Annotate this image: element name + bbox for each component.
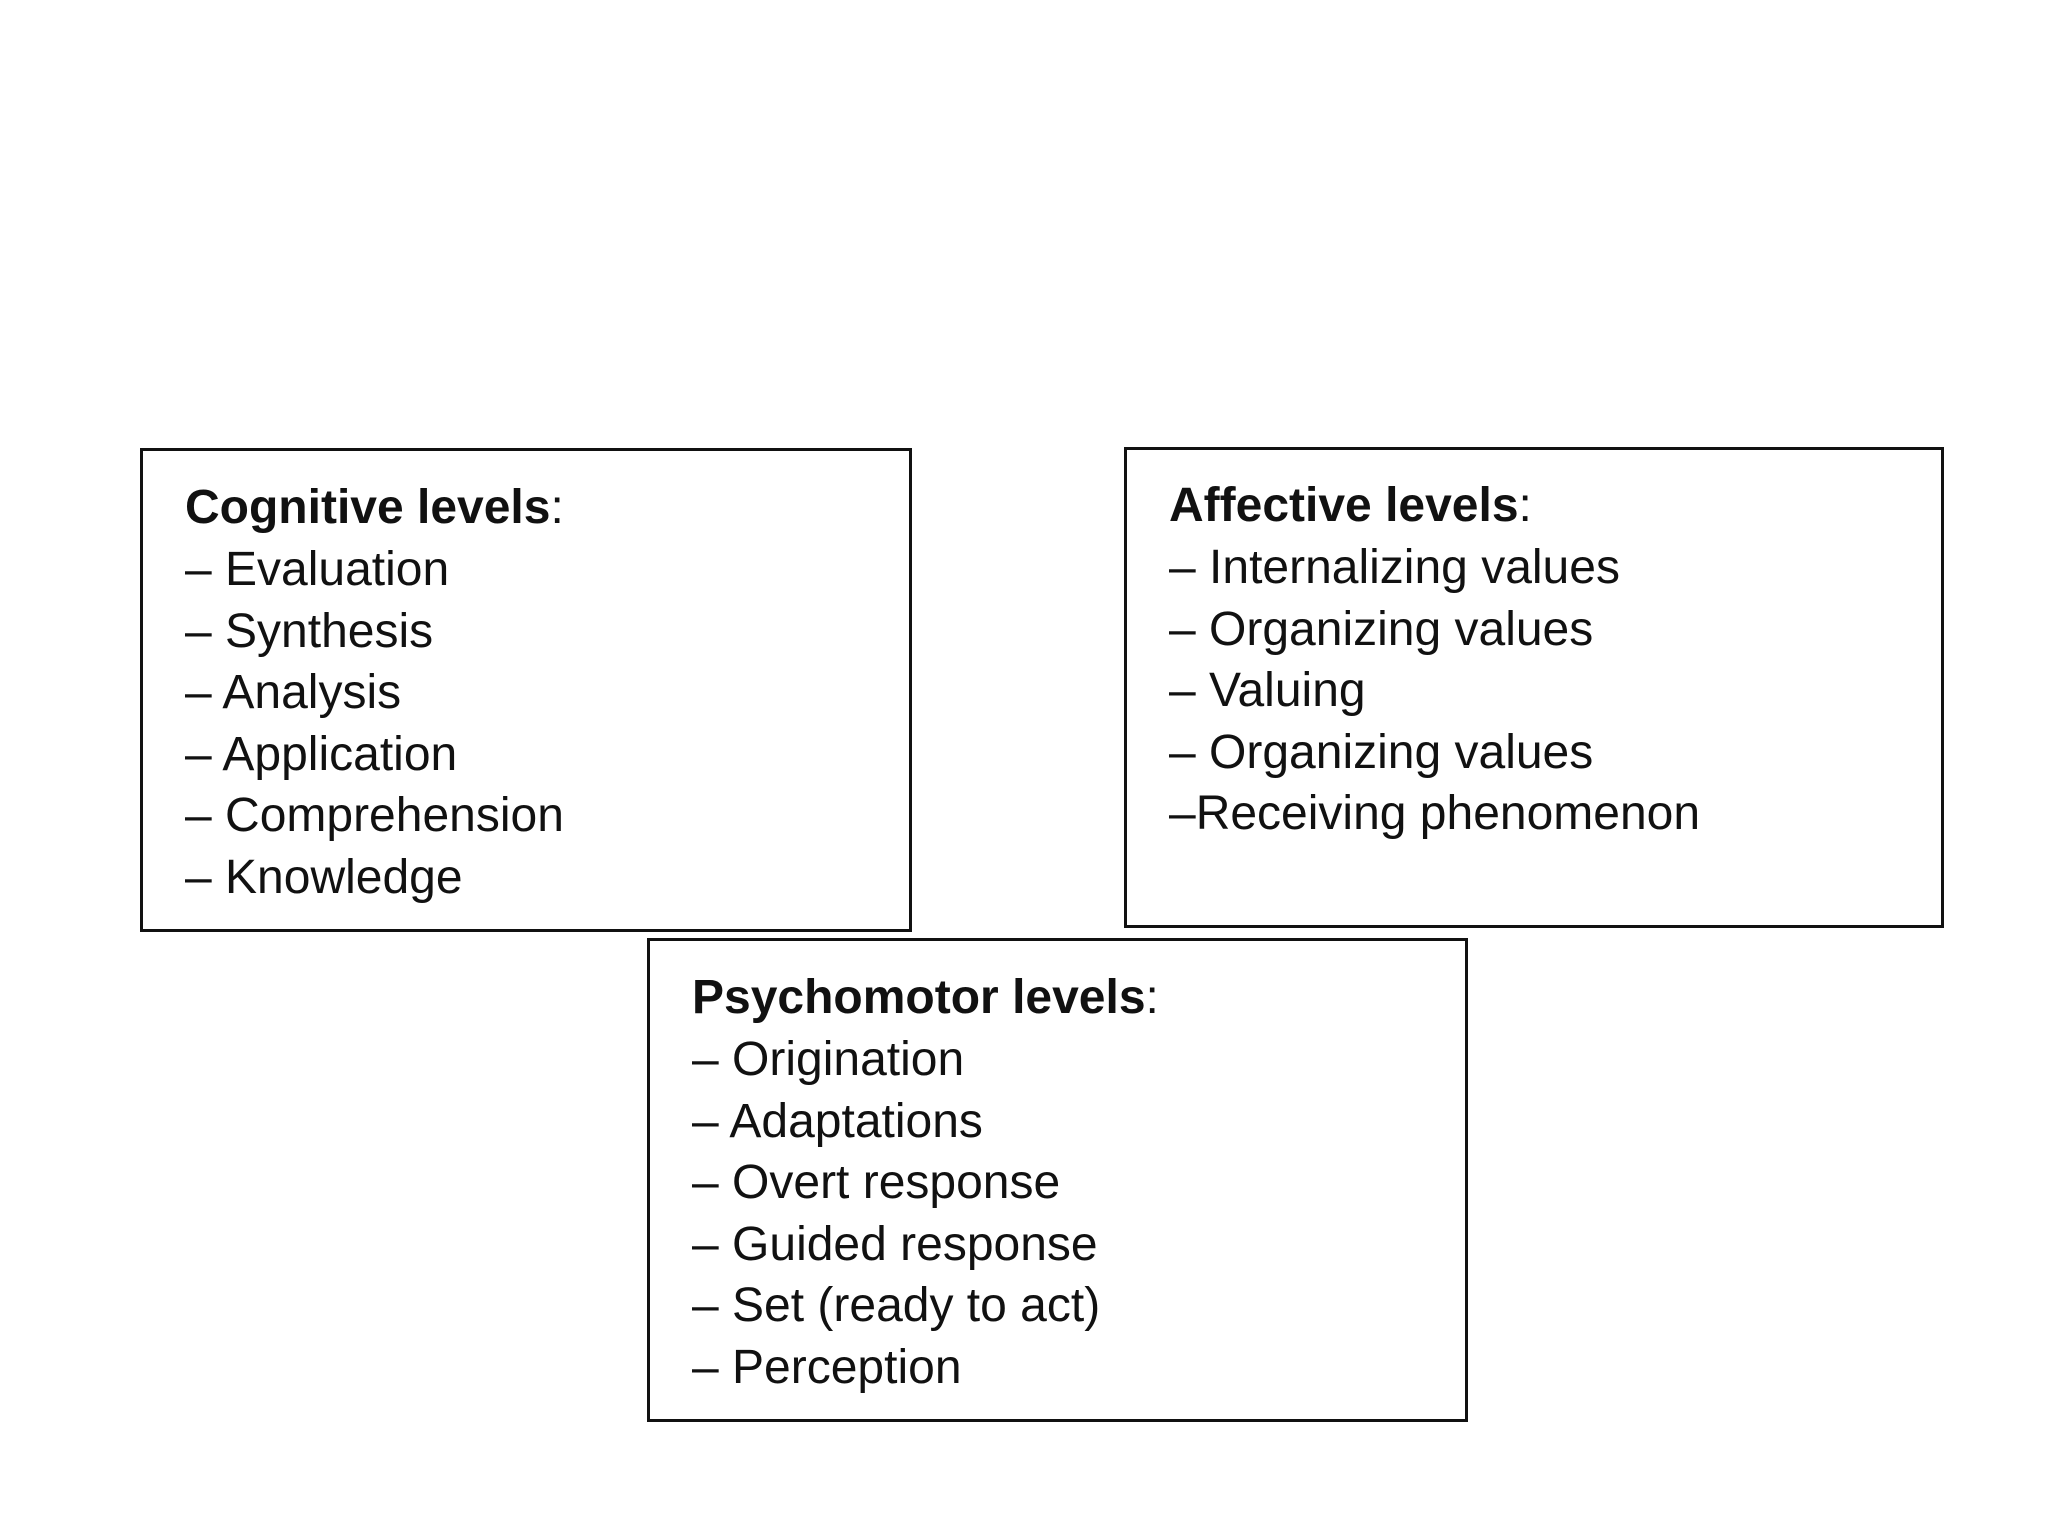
affective-level-item: – Valuing	[1169, 664, 1366, 717]
psychomotor-level-item: – Overt response	[692, 1156, 1061, 1209]
psychomotor-level-item: – Guided response	[692, 1217, 1098, 1271]
cognitive-level-item: – Comprehension	[185, 789, 564, 842]
affective-levels-box	[1124, 447, 1944, 928]
affective-levels-list	[1169, 537, 1941, 845]
cognitive-level-item: – Knowledge	[185, 850, 463, 904]
psychomotor-levels-title	[692, 967, 1465, 1029]
affective-level-item: – Internalizing values	[1169, 541, 1620, 594]
affective-level-item: – Organizing values	[1169, 725, 1594, 779]
cognitive-level-item: – Evaluation	[185, 543, 450, 596]
psychomotor-title-colon: :	[1145, 971, 1159, 1024]
psychomotor-level-item: – Adaptations	[692, 1094, 983, 1148]
cognitive-levels-title	[185, 477, 909, 539]
cognitive-levels-list	[185, 539, 909, 908]
psychomotor-levels-box	[647, 938, 1468, 1422]
affective-title-colon: :	[1518, 479, 1532, 532]
psychomotor-level-item: – Origination	[692, 1033, 965, 1086]
psychomotor-levels-list	[692, 1029, 1465, 1398]
cognitive-levels-box	[140, 448, 912, 932]
cognitive-level-item: – Analysis	[185, 666, 402, 719]
cognitive-title-colon: :	[550, 481, 564, 534]
cognitive-level-item: – Synthesis	[185, 604, 434, 658]
psychomotor-title-text: Psychomotor levels	[692, 971, 1146, 1024]
psychomotor-level-item: – Perception	[692, 1340, 962, 1394]
cognitive-level-item: – Application	[185, 727, 458, 781]
affective-level-item: – Organizing values	[1169, 602, 1594, 656]
psychomotor-level-item: – Set (ready to act)	[692, 1279, 1101, 1332]
affective-levels-title	[1169, 475, 1941, 537]
affective-level-item: –Receiving phenomenon	[1169, 787, 1701, 840]
cognitive-title-text: Cognitive levels	[185, 481, 551, 534]
affective-title-text: Affective levels	[1169, 479, 1519, 532]
